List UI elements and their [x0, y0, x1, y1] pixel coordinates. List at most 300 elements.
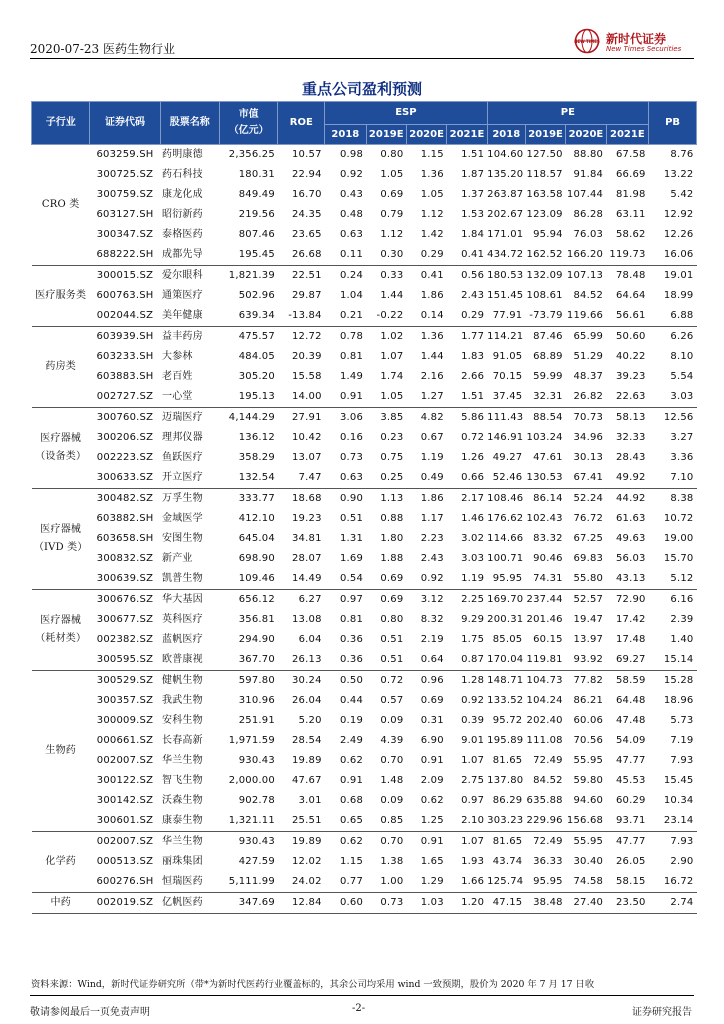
roe-cell: 28.54 — [292, 735, 322, 746]
pe-2018-cell: 114.21 — [487, 331, 524, 342]
mktcap-cell: 849.49 — [238, 189, 275, 200]
code-cell: 300142.SZ — [96, 795, 154, 806]
pe-2018-cell: 52.46 — [487, 468, 525, 489]
table-row — [32, 286, 697, 306]
esp-2020e-cell: 0.62 — [420, 795, 444, 806]
name-cell: 美年健康 — [160, 306, 219, 327]
esp-2020e-cell: 4.82 — [420, 412, 444, 423]
pe-2020e-cell: 76.03 — [573, 229, 604, 240]
pe-2019e-cell: 108.61 — [526, 290, 563, 301]
pe-2020e-cell: 67.41 — [566, 468, 606, 489]
esp-2019e-cell: 1.13 — [380, 493, 404, 504]
esp-2021e-cell: 2.17 — [461, 493, 485, 504]
pe-2021e-cell: 64.64 — [615, 290, 646, 301]
code-cell: 688222.SH — [90, 245, 160, 266]
roe-cell: -13.84 — [278, 306, 325, 327]
code-cell: 300015.SZ — [96, 270, 154, 281]
pe-2019e-cell: 87.46 — [533, 331, 563, 342]
code-cell: 300529.SZ — [96, 675, 154, 686]
table-row — [32, 811, 697, 832]
pe-2020e-cell: 88.80 — [573, 149, 604, 160]
header-industry: 医药生物行业 — [103, 42, 176, 56]
esp-2019e-cell: 0.33 — [380, 270, 404, 281]
pb-cell: 6.26 — [670, 331, 694, 342]
pe-2020e-cell: 13.97 — [573, 634, 604, 645]
code-cell: 300760.SZ — [96, 412, 154, 423]
roe-cell: 12.84 — [278, 893, 325, 914]
pb-cell: 1.40 — [670, 634, 694, 645]
pe-2019e-cell: 104.24 — [526, 695, 563, 706]
roe-cell: 27.91 — [292, 412, 322, 423]
pe-2019e-cell: 119.81 — [525, 650, 565, 671]
roe-cell: 20.39 — [292, 351, 322, 362]
table-row — [32, 266, 697, 287]
esp-2021e-cell: 1.84 — [461, 229, 485, 240]
name-cell: 华兰生物 — [162, 755, 203, 766]
mktcap-cell: 219.56 — [238, 209, 275, 220]
mktcap-cell: 412.10 — [238, 513, 275, 524]
pe-2020e-cell: 55.80 — [566, 569, 606, 590]
esp-2018-cell: 1.49 — [339, 371, 364, 382]
name-cell: 安图生物 — [162, 533, 203, 544]
esp-2018-cell: 0.97 — [339, 594, 364, 605]
th-mktcap-unit: （亿元） — [228, 125, 269, 136]
name-cell: 凯普生物 — [160, 569, 219, 590]
esp-2019e-cell: 0.23 — [380, 432, 404, 443]
logo-globe-icon — [574, 28, 600, 54]
pe-2021e-cell: 72.90 — [615, 594, 646, 605]
esp-2020e-cell: 0.67 — [420, 432, 444, 443]
pe-2018-cell: 86.29 — [492, 795, 523, 806]
pe-2021e-cell: 119.73 — [606, 245, 649, 266]
th-pe-2019e: 2019E — [525, 125, 565, 145]
pe-2020e-cell: 166.20 — [566, 245, 606, 266]
pe-2018-cell: 434.72 — [487, 245, 525, 266]
th-pe: PE — [487, 102, 648, 125]
pb-cell: 10.72 — [663, 513, 694, 524]
pb-cell: 10.34 — [663, 795, 694, 806]
esp-2021e-cell: 3.02 — [461, 533, 485, 544]
pe-2020e-cell: 30.13 — [573, 452, 604, 463]
pb-cell: 23.14 — [649, 811, 697, 832]
mktcap-cell: 294.90 — [238, 634, 275, 645]
pe-2019e-cell: 123.09 — [526, 209, 563, 220]
esp-2021e-cell: 9.29 — [461, 614, 485, 625]
esp-2021e-cell: 1.28 — [461, 675, 485, 686]
name-cell: 一心堂 — [160, 387, 219, 408]
code-cell: 300122.SZ — [96, 775, 154, 786]
esp-2018-cell: 0.36 — [325, 650, 366, 671]
esp-2021e-cell: 1.07 — [461, 755, 485, 766]
roe-cell: 26.68 — [278, 245, 325, 266]
esp-2021e-cell: 0.92 — [461, 695, 485, 706]
pe-2019e-cell: 74.31 — [525, 569, 565, 590]
pe-2020e-cell: 70.73 — [573, 412, 604, 423]
logo-name-en: New Times Securities — [606, 45, 682, 53]
pe-2020e-cell: 74.58 — [566, 872, 606, 893]
name-cell: 恒瑞医药 — [160, 872, 219, 893]
name-cell: 金域医学 — [162, 513, 203, 524]
mktcap-cell: 597.80 — [238, 675, 275, 686]
esp-2018-cell: 0.81 — [339, 614, 364, 625]
esp-2021e-cell: 1.19 — [447, 569, 487, 590]
pe-2018-cell: 202.67 — [487, 209, 524, 220]
pe-2021e-cell: 44.92 — [615, 493, 646, 504]
pe-2021e-cell: 58.62 — [615, 229, 646, 240]
esp-2019e-cell: 0.51 — [366, 650, 406, 671]
code-cell: 002727.SZ — [90, 387, 160, 408]
esp-2020e-cell: 0.69 — [420, 695, 444, 706]
esp-2020e-cell: 1.12 — [420, 209, 444, 220]
pb-cell: 7.93 — [670, 755, 694, 766]
pe-2020e-cell: 55.95 — [573, 755, 604, 766]
pe-2019e-cell: 95.94 — [533, 229, 563, 240]
roe-cell: 26.04 — [292, 695, 322, 706]
roe-cell: 14.49 — [278, 569, 325, 590]
esp-2019e-cell: 0.80 — [380, 614, 404, 625]
pe-2021e-cell: 81.98 — [615, 189, 646, 200]
esp-2018-cell: 0.63 — [325, 468, 366, 489]
roe-cell: 19.89 — [292, 755, 322, 766]
esp-2021e-cell: 1.20 — [447, 893, 487, 914]
pb-cell: 16.72 — [649, 872, 697, 893]
esp-2021e-cell: 1.07 — [461, 836, 485, 847]
table-row — [32, 650, 697, 671]
pe-2019e-cell: 47.61 — [533, 452, 563, 463]
code-cell: 600763.SH — [96, 290, 154, 301]
esp-2020e-cell: 1.44 — [420, 351, 444, 362]
roe-cell: 24.35 — [292, 209, 322, 220]
sub-industry-cell: 中药 — [32, 893, 90, 914]
roe-cell: 18.68 — [292, 493, 322, 504]
pe-2018-cell: 111.43 — [487, 412, 524, 423]
esp-2020e-cell: 8.32 — [420, 614, 444, 625]
sub-industry-cell: 医疗器械（耗材类） — [32, 590, 90, 671]
esp-2020e-cell: 0.64 — [406, 650, 446, 671]
code-cell: 002044.SZ — [90, 306, 160, 327]
name-cell: 成都先导 — [160, 245, 219, 266]
pb-cell: 8.10 — [670, 351, 694, 362]
pe-2019e-cell: 102.43 — [526, 513, 563, 524]
esp-2020e-cell: 1.86 — [420, 290, 444, 301]
pe-2019e-cell: 90.46 — [533, 553, 563, 564]
esp-2019e-cell: 1.44 — [380, 290, 404, 301]
header-date: 2020-07-23 — [30, 42, 100, 56]
mktcap-cell: 333.77 — [238, 493, 275, 504]
pe-2018-cell: 70.15 — [492, 371, 523, 382]
earnings-forecast-table — [31, 101, 697, 914]
pb-cell: 7.10 — [649, 468, 697, 489]
th-pe-2021e: 2021E — [606, 125, 649, 145]
esp-2019e-cell: 0.85 — [366, 811, 406, 832]
company-logo — [574, 28, 692, 56]
pe-2018-cell: 170.04 — [487, 650, 525, 671]
mktcap-cell: 902.78 — [238, 795, 275, 806]
table-row — [32, 387, 697, 408]
pe-2021e-cell: 58.59 — [615, 675, 646, 686]
pe-2018-cell: 171.01 — [487, 229, 524, 240]
pe-2021e-cell: 49.92 — [606, 468, 649, 489]
esp-2021e-cell: 1.26 — [461, 452, 485, 463]
pe-2018-cell: 81.65 — [492, 836, 523, 847]
esp-2020e-cell: 2.19 — [420, 634, 444, 645]
esp-2018-cell: 2.49 — [339, 735, 364, 746]
name-cell: 益丰药房 — [162, 331, 203, 342]
pe-2018-cell: 169.70 — [487, 594, 524, 605]
mktcap-cell: 310.96 — [238, 695, 275, 706]
pe-2020e-cell: 156.68 — [566, 811, 606, 832]
table-row — [32, 225, 697, 245]
esp-2021e-cell: 0.66 — [447, 468, 487, 489]
logo-name-cn: 新时代证券 — [606, 32, 667, 46]
name-cell: 昭衍新药 — [162, 209, 203, 220]
sub-industry-cell: 药房类 — [32, 327, 90, 408]
roe-cell: 15.58 — [292, 371, 322, 382]
esp-2019e-cell: 0.30 — [366, 245, 406, 266]
esp-2020e-cell: 1.19 — [420, 452, 444, 463]
pe-2021e-cell: 23.50 — [606, 893, 649, 914]
pe-2021e-cell: 39.23 — [615, 371, 646, 382]
pe-2020e-cell: 60.06 — [573, 715, 604, 726]
esp-2019e-cell: 0.88 — [380, 513, 404, 524]
code-cell: 002223.SZ — [96, 452, 154, 463]
mktcap-cell: 656.12 — [238, 594, 275, 605]
code-cell: 600276.SH — [90, 872, 160, 893]
table-row — [32, 549, 697, 569]
th-esp-2018: 2018 — [325, 125, 366, 145]
esp-2021e-cell: 9.01 — [461, 735, 485, 746]
name-cell: 通策医疗 — [162, 290, 203, 301]
esp-2021e-cell: 1.37 — [461, 189, 485, 200]
roe-cell: 10.57 — [292, 149, 322, 160]
esp-2018-cell: 0.11 — [325, 245, 366, 266]
name-cell: 理邦仪器 — [162, 432, 203, 443]
mktcap-cell: 109.46 — [219, 569, 277, 590]
pe-2020e-cell: 59.80 — [573, 775, 604, 786]
pe-2020e-cell: 52.24 — [573, 493, 604, 504]
th-pe-2020e: 2020E — [566, 125, 606, 145]
pe-2020e-cell: 93.92 — [566, 650, 606, 671]
pb-cell: 7.93 — [670, 836, 694, 847]
esp-2019e-cell: 0.79 — [380, 209, 404, 220]
name-cell: 亿帆医药 — [160, 893, 219, 914]
esp-2018-cell: 0.62 — [339, 836, 364, 847]
pb-cell: 5.42 — [670, 189, 694, 200]
esp-2018-cell: 0.16 — [339, 432, 364, 443]
table-row — [32, 347, 697, 367]
esp-2021e-cell: 1.46 — [461, 513, 485, 524]
table-row — [32, 185, 697, 205]
mktcap-cell: 136.12 — [238, 432, 275, 443]
pe-2020e-cell: 86.21 — [573, 695, 604, 706]
esp-2021e-cell: 0.97 — [461, 795, 485, 806]
th-roe: ROE — [278, 102, 325, 145]
pe-2018-cell: 43.74 — [492, 856, 523, 867]
mktcap-cell: 367.70 — [219, 650, 277, 671]
esp-2019e-cell: 0.25 — [366, 468, 406, 489]
code-cell: 300633.SZ — [90, 468, 160, 489]
pe-2018-cell: 151.45 — [487, 290, 524, 301]
roe-cell: 30.24 — [292, 675, 322, 686]
table-row — [32, 448, 697, 468]
name-cell: 药石科技 — [162, 169, 203, 180]
mktcap-cell: 251.91 — [238, 715, 275, 726]
esp-2018-cell: 1.15 — [339, 856, 364, 867]
roe-cell: 13.07 — [292, 452, 322, 463]
roe-cell: 14.00 — [278, 387, 325, 408]
pe-2021e-cell: 60.29 — [615, 795, 646, 806]
mktcap-cell: 930.43 — [238, 755, 275, 766]
name-cell: 康泰生物 — [160, 811, 219, 832]
pe-2020e-cell: 107.44 — [566, 189, 604, 200]
mktcap-cell: 195.45 — [219, 245, 277, 266]
esp-2019e-cell: 1.07 — [380, 351, 404, 362]
pe-2021e-cell: 49.63 — [615, 533, 646, 544]
pe-2018-cell: 104.60 — [487, 149, 524, 160]
esp-2019e-cell: 0.70 — [380, 836, 404, 847]
esp-2019e-cell: 0.69 — [366, 569, 406, 590]
esp-2018-cell: 0.51 — [339, 513, 364, 524]
pe-2018-cell: 85.05 — [492, 634, 523, 645]
table-body — [32, 145, 697, 914]
esp-2019e-cell: 1.48 — [380, 775, 404, 786]
table-row — [32, 165, 697, 185]
esp-2020e-cell: 3.12 — [420, 594, 444, 605]
esp-2020e-cell: 1.27 — [406, 387, 446, 408]
pb-cell: 15.70 — [663, 553, 694, 564]
code-cell: 300482.SZ — [96, 493, 154, 504]
roe-cell: 29.87 — [292, 290, 322, 301]
esp-2021e-cell: 1.87 — [461, 169, 485, 180]
pe-2021e-cell: 43.13 — [606, 569, 649, 590]
esp-2018-cell: 0.21 — [325, 306, 366, 327]
mktcap-cell: 930.43 — [238, 836, 275, 847]
pb-cell: 13.22 — [663, 169, 694, 180]
table-header — [32, 102, 697, 145]
esp-2020e-cell: 1.03 — [406, 893, 446, 914]
pb-cell: 5.73 — [670, 715, 694, 726]
roe-cell: 16.70 — [292, 189, 322, 200]
pe-2020e-cell: 34.96 — [573, 432, 604, 443]
pe-2021e-cell: 67.58 — [615, 149, 646, 160]
pb-cell: 19.00 — [663, 533, 694, 544]
esp-2019e-cell: 0.69 — [380, 189, 404, 200]
table-row — [32, 428, 697, 448]
code-cell: 603658.SH — [96, 533, 154, 544]
roe-cell: 5.20 — [298, 715, 322, 726]
table-row — [32, 832, 697, 853]
code-cell: 300009.SZ — [96, 715, 154, 726]
esp-2020e-cell: 1.05 — [420, 189, 444, 200]
esp-2020e-cell: 0.96 — [420, 675, 444, 686]
code-cell: 603233.SH — [96, 351, 154, 362]
code-cell: 300595.SZ — [90, 650, 160, 671]
table-row — [32, 771, 697, 791]
roe-cell: 47.67 — [292, 775, 322, 786]
footer-disclaimer: 敬请参阅最后一页免责声明 — [30, 1007, 150, 1018]
name-cell: 鱼跃医疗 — [162, 452, 203, 463]
pe-2020e-cell: 107.13 — [566, 270, 604, 281]
name-cell: 开立医疗 — [160, 468, 219, 489]
esp-2020e-cell: 0.41 — [420, 270, 444, 281]
pe-2020e-cell: 65.99 — [573, 331, 604, 342]
esp-2018-cell: 0.78 — [339, 331, 364, 342]
mktcap-cell: 180.31 — [238, 169, 275, 180]
pe-2018-cell: 37.45 — [487, 387, 525, 408]
sub-industry-cell: 医疗器械（IVD 类） — [32, 489, 90, 590]
pe-2021e-cell: 63.11 — [615, 209, 646, 220]
pe-2021e-cell: 58.15 — [606, 872, 649, 893]
esp-2020e-cell: 0.92 — [406, 569, 446, 590]
esp-2018-cell: 0.68 — [339, 795, 364, 806]
pe-2018-cell: 47.15 — [487, 893, 525, 914]
esp-2019e-cell: 0.75 — [380, 452, 404, 463]
esp-2021e-cell: 1.51 — [461, 149, 485, 160]
code-cell: 002019.SZ — [90, 893, 160, 914]
header-date-industry — [30, 40, 175, 57]
roe-cell: 25.51 — [278, 811, 325, 832]
code-cell: 300347.SZ — [96, 229, 154, 240]
pe-2020e-cell: 77.82 — [573, 675, 604, 686]
name-cell: 爱尔眼科 — [162, 270, 203, 281]
pb-cell: 19.01 — [663, 270, 694, 281]
esp-2021e-cell: 5.86 — [461, 412, 485, 423]
name-cell: 安科生物 — [162, 715, 203, 726]
mktcap-cell: 1,971.59 — [228, 735, 275, 746]
pe-2021e-cell: 54.09 — [615, 735, 646, 746]
pe-2018-cell: 263.87 — [487, 189, 524, 200]
roe-cell: 10.42 — [292, 432, 322, 443]
name-cell: 英科医疗 — [162, 614, 203, 625]
table-row — [32, 590, 697, 611]
pe-2020e-cell: 86.28 — [573, 209, 604, 220]
pe-2020e-cell: 84.52 — [573, 290, 604, 301]
pe-2019e-cell: 202.40 — [526, 715, 563, 726]
esp-2020e-cell: 1.86 — [420, 493, 444, 504]
esp-2021e-cell: 0.72 — [461, 432, 485, 443]
mktcap-cell: 132.54 — [219, 468, 277, 489]
pb-cell: 6.16 — [670, 594, 694, 605]
esp-2020e-cell: 1.25 — [406, 811, 446, 832]
esp-2018-cell: 1.31 — [339, 533, 364, 544]
mktcap-cell: 698.90 — [238, 553, 275, 564]
pb-cell: 2.74 — [649, 893, 697, 914]
esp-2019e-cell: 1.88 — [380, 553, 404, 564]
code-cell: 002007.SZ — [96, 755, 154, 766]
pe-2020e-cell: 55.95 — [573, 836, 604, 847]
esp-2020e-cell: 1.42 — [420, 229, 444, 240]
pe-2019e-cell: 132.09 — [526, 270, 563, 281]
pe-2018-cell: 100.71 — [487, 553, 524, 564]
pe-2019e-cell: 32.31 — [525, 387, 565, 408]
pe-2018-cell: 81.65 — [492, 755, 523, 766]
esp-2019e-cell: 0.72 — [380, 675, 404, 686]
esp-2020e-cell: 1.17 — [420, 513, 444, 524]
esp-2019e-cell: 4.39 — [380, 735, 404, 746]
pe-2021e-cell: 93.71 — [606, 811, 649, 832]
name-cell: 泰格医药 — [162, 229, 203, 240]
pe-2018-cell: 195.89 — [487, 735, 524, 746]
pe-2021e-cell: 47.77 — [615, 755, 646, 766]
esp-2021e-cell: 1.66 — [447, 872, 487, 893]
table-row — [32, 791, 697, 811]
esp-2020e-cell: 1.15 — [420, 149, 444, 160]
esp-2019e-cell: 0.51 — [380, 634, 404, 645]
pe-2020e-cell: 26.82 — [566, 387, 606, 408]
name-cell: 智飞生物 — [162, 775, 203, 786]
mktcap-cell: 1,821.39 — [228, 270, 275, 281]
pe-2018-cell: 125.74 — [487, 872, 525, 893]
